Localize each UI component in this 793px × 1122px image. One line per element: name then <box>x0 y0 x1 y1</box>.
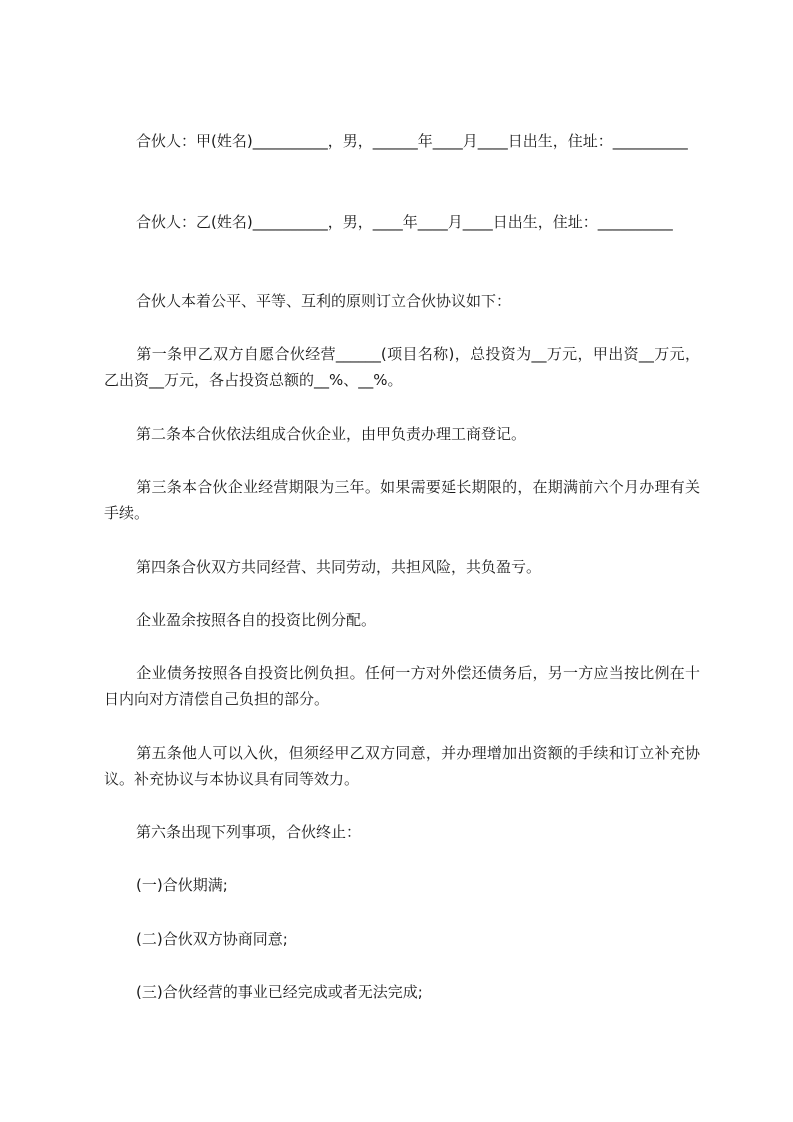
article-6-text: 第六条出现下列事项，合伙终止： <box>136 823 362 841</box>
article-3-text: 第三条本合伙企业经营期限为三年。如果需要延长期限的，在期满前六个月办理有关手续。 <box>104 478 700 522</box>
item-3 <box>104 979 700 1005</box>
article-1 <box>104 341 700 393</box>
article-4 <box>104 554 700 580</box>
partner-a-line <box>104 128 700 154</box>
item-3-text: (三)合伙经营的事业已经完成或者无法完成; <box>136 983 423 1001</box>
partner-b-line <box>104 209 700 235</box>
item-2 <box>104 926 700 952</box>
profit-distribution <box>104 607 700 633</box>
preamble <box>104 288 700 314</box>
debt-allocation <box>104 660 700 712</box>
preamble-text: 合伙人本着公平、平等、互利的原则订立合伙协议如下： <box>136 292 512 310</box>
article-5-text: 第五条他人可以入伙，但须经甲乙双方同意，并办理增加出资额的手续和订立补充协议。补充协议与本协议具有同等效力。 <box>104 744 700 788</box>
item-1-text: (一)合伙期满; <box>136 876 228 894</box>
partner-a-text: 合伙人：甲(姓名)__________，男，______年____月____日出生，住址：__________ <box>136 132 688 150</box>
partner-b-text: 合伙人：乙(姓名)__________，男，____年____月____日出生，住址：__________ <box>136 213 673 231</box>
article-2-text: 第二条本合伙依法组成合伙企业，由甲负责办理工商登记。 <box>136 425 527 443</box>
article-6 <box>104 819 700 845</box>
item-2-text: (二)合伙双方协商同意; <box>136 930 288 948</box>
debt-allocation-text: 企业债务按照各自投资比例负担。任何一方对外偿还债务后，另一方应当按比例在十日内向对方清偿自己负担的部分。 <box>104 664 700 708</box>
article-4-text: 第四条合伙双方共同经营、共同劳动，共担风险，共负盈亏。 <box>136 558 542 576</box>
profit-distribution-text: 企业盈余按照各自的投资比例分配。 <box>136 611 377 629</box>
item-1 <box>104 872 700 898</box>
article-5 <box>104 740 700 792</box>
article-2 <box>104 421 700 447</box>
article-3 <box>104 474 700 526</box>
article-1-text: 第一条甲乙双方自愿合伙经营______(项目名称)，总投资为__万元，甲出资__万元，乙出资__万元，各占投资总额的__%、__%。 <box>104 345 700 389</box>
